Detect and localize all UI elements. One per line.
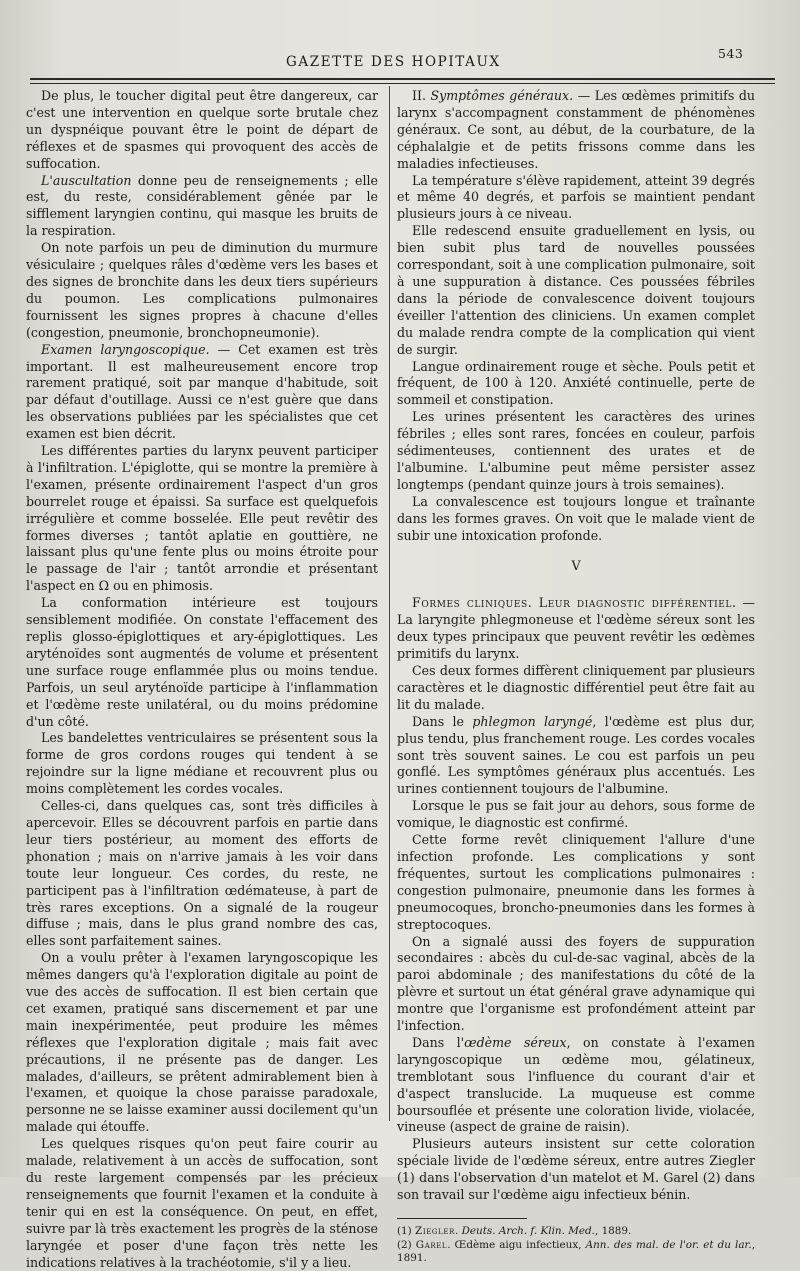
paragraph: On a voulu prêter à l'examen laryngoscopique les mêmes dangers qu'à l'exploration digitale au point de vue des accès de suffocation. Il est bien certain que cet examen, pratiqué sans discernement et par une main inexpérimentée, peut produire les mêmes réflexes que l'exploration digitale ; mais fait avec précautions, il ne présente pas de danger. Les malades, d'ailleurs, se prêtent admirablement bien à l'examen, et quoique la chose paraisse paradoxale, personne ne se laisse examiner aussi docilement qu'un malade qui étouffe. bbox=[26, 950, 378, 1135]
header-rule-thin bbox=[30, 83, 775, 84]
paragraph: La température s'élève rapidement, atteint 39 degrés et même 40 degrés, et parfois se maintient pendant plusieurs jours à ce niveau. bbox=[397, 172, 755, 222]
paragraph: On note parfois un peu de diminution du murmure vésiculaire ; quelques râles d'œdème vers les bases et des signes de bronchite dans les deux tiers supérieurs du poumon. Les complications pulmonaires fournissent les signes propres à chacune d'elles (congestion, pneumonie, bronchopneumonie). bbox=[26, 240, 378, 340]
paragraph: Elle redescend ensuite graduellement en lysis, ou bien subit plus tard de nouvelles poussées correspondant, soit à une complication pulmonaire, soit à une suppuration à distance. Ces poussées fébriles dans la période de convalescence doivent toujours éveiller l'attention des cliniciens. Un examen complet du malade rendra compte de la complication qui vient de surgir. bbox=[397, 223, 755, 357]
paragraph-text: , l'œdème est plus dur, plus tendu, plus franchement rouge. Les cordes vocales sont très souvent saines. Le cou est parfois un peu gonflé. Les symptômes généraux plus accentués. Les urines contiennent toujours de l'albumine. bbox=[397, 713, 756, 797]
subheading: L'auscultation bbox=[41, 172, 132, 188]
footnote-author: Garel bbox=[415, 1238, 448, 1251]
paragraph bbox=[397, 1035, 755, 1136]
subheading: Examen laryngoscopique. bbox=[41, 341, 210, 357]
footnote-number: (2) bbox=[397, 1238, 416, 1251]
emphasis: œdème séreux bbox=[464, 1034, 567, 1050]
subheading: Symptômes généraux. bbox=[430, 88, 574, 103]
footnote-author: Ziegler bbox=[415, 1225, 455, 1237]
paragraph: La convalescence est toujours longue et traînante dans les formes graves. On voit que le malade vient de subir une intoxication profonde. bbox=[397, 493, 755, 543]
section-label: II. bbox=[412, 88, 431, 103]
paragraph bbox=[397, 595, 755, 663]
journal-title: GAZETTE DES HOPITAUX bbox=[286, 54, 501, 70]
paragraph: On a signalé aussi des foyers de suppuration secondaires : abcès du cul-de-sac vaginal, abcès de la paroi abdominale ; des manifestations du côté de la plèvre et surtout un état général grave adynamique qui montre que l'organisme est profondément atteint par l'infection. bbox=[397, 933, 755, 1034]
right-column bbox=[397, 88, 755, 1266]
header-rule bbox=[30, 78, 775, 80]
page-number: 543 bbox=[718, 46, 744, 61]
paragraph-text: — La laryngite phlegmoneuse et l'œdème séreux sont les deux types principaux que peuvent revêtir les œdèmes primitifs du larynx. bbox=[397, 595, 755, 662]
paragraph bbox=[397, 88, 755, 173]
page-header bbox=[0, 42, 800, 72]
footnote-number: (1) bbox=[397, 1225, 416, 1237]
paragraph: La conformation intérieure est toujours sensiblement modifiée. On constate l'effacement des replis glosso-épiglottiques et ary-épiglottiques. Les aryténoïdes sont augmentés de volume et présentent une surface rouge enflammée plus ou moins tendue. Parfois, un seul aryténoïde participe à l'inflammation et l'œdème reste unilatéral, ou du moins prédomine d'un côté. bbox=[26, 595, 378, 729]
paragraph-text: — Cet examen est très important. Il est malheureusement encore trop rarement pratiqué, soit par manque d'habitude, soit par défaut d'outillage. Aussi ce n'est guère que dans les observations publiées par les spécialistes que cet examen est bien décrit. bbox=[26, 341, 378, 442]
paragraph: Les quelques risques qu'on peut faire courir au malade, relativement à un accès de suffocation, sont du reste largement compensés par les précieux renseignements que fournit l'examen et la conduite à tenir qui en est la conséquence. On peut, en effet, suivre par là très exactement les progrès de la sténose laryngée et poser d'une façon très nette les indications relatives à la trachéotomie, s'il y a lieu. bbox=[26, 1136, 378, 1270]
paragraph: Les urines présentent les caractères des urines fébriles ; elles sont rares, foncées en couleur, parfois sédimenteuses, contiennent des urates et de l'albumine. L'albumine peut même persister assez longtemps (pendant quinze jours à trois semaines). bbox=[397, 409, 755, 492]
paragraph: Langue ordinairement rouge et sèche. Pouls petit et fréquent, de 100 à 120. Anxiété continuelle, perte de sommeil et constipation. bbox=[397, 358, 755, 408]
footnote-text: , 1891. bbox=[397, 1238, 756, 1264]
column-divider bbox=[389, 86, 390, 1121]
paragraph-text: — Les œdèmes primitifs du larynx s'accompagnent constamment de phénomènes généraux. Ce sont, au début, de la courbature, de la céphalalgie et de petits frissons comme dans les maladies infectieuses. bbox=[397, 88, 755, 171]
footnote-rule bbox=[397, 1218, 527, 1219]
paragraph-text: Dans l' bbox=[412, 1034, 465, 1050]
section-heading: Formes cliniques. Leur diagnostic différentiel. bbox=[412, 595, 737, 611]
paragraph: Ces deux formes diffèrent cliniquement par plusieurs caractères et le diagnostic différentiel peut être fait au lit du malade. bbox=[397, 663, 755, 712]
emphasis: phlegmon laryngé bbox=[472, 713, 593, 729]
section-numeral: V bbox=[571, 558, 581, 574]
left-column bbox=[26, 88, 378, 1271]
footnote-source: Ann. des mal. de l'or. et du lar. bbox=[585, 1238, 752, 1251]
paragraph: Cette forme revêt cliniquement l'allure d'une infection profonde. Les complications y sont fréquentes, surtout les complications pulmonaires : congestion pulmonaire, pneumonie dans les formes à pneumocoques, broncho-pneumonies dans les formes à streptocoques. bbox=[397, 832, 755, 932]
paragraph: Plusieurs auteurs insistent sur cette coloration spéciale livide de l'œdème séreux, entre autres Ziegler (1) dans l'observation d'un matelot et M. Garel (2) dans son travail sur l'œdème aigu infectieux bénin. bbox=[397, 1136, 755, 1203]
paragraph bbox=[26, 342, 378, 443]
paragraph: Les bandelettes ventriculaires se présentent sous la forme de gros cordons rouges qui tendent à se rejoindre sur la ligne médiane et recouvrent plus ou moins complètement les cordes vocales. bbox=[26, 730, 378, 797]
paragraph bbox=[26, 173, 378, 241]
paragraph: De plus, le toucher digital peut être dangereux, car c'est une intervention en quelque sorte brutale chez un dyspnéique pouvant être le point de départ de réflexes et de spasmes qui provoquent des accès de suffocation. bbox=[26, 88, 378, 171]
paragraph-text: donne peu de renseignements ; elle est, du reste, considérablement gênée par le sifflement laryngien continu, qui masque les bruits de la respiration. bbox=[26, 172, 378, 239]
footnote: (1) Ziegler. Deuts. Arch. f. Klin. Med., 1889. bbox=[397, 1225, 632, 1237]
paragraph-text: Dans le bbox=[412, 713, 473, 729]
footnote-text: , 1889. bbox=[594, 1225, 632, 1237]
paragraph bbox=[397, 714, 755, 799]
footnote-text: . Œdème aigu infectieux, bbox=[447, 1238, 586, 1251]
paragraph: Les différentes parties du larynx peuvent participer à l'infiltration. L'épiglotte, qui se montre la première à l'examen, présente ordinairement l'aspect d'un gros bourrelet rouge et épaissi. Sa surface est quelquefois irrégulière et comme bosselée. Elle peut revêtir des formes diverses ; tantôt aplatie en gouttière, ne laissant plus qu'une fente plus ou moins étroite pour le passage de l'air ; tantôt arrondie et présentant l'aspect en Ω ou en phimosis. bbox=[26, 443, 378, 594]
paragraph: Celles-ci, dans quelques cas, sont très difficiles à apercevoir. Elles se découvrent parfois en partie dans leur tiers postérieur, au moment des efforts de phonation ; mais on n'arrive jamais à les voir dans toute leur longueur. Ces cordes, du reste, ne participent pas à l'infiltration œdémateuse, à part de très rares exceptions. On a signalé de la rougeur diffuse ; mais, dans le plus grand nombre des cas, elles sont parfaitement saines. bbox=[26, 798, 378, 949]
paragraph: Lorsque le pus se fait jour au dehors, sous forme de vomique, le diagnostic est confirmé. bbox=[397, 798, 755, 831]
footnote-source: Deuts. Arch. f. Klin. Med. bbox=[461, 1225, 595, 1237]
footnote bbox=[397, 1239, 755, 1266]
paragraph-text: , on constate à l'examen laryngoscopique un œdème mou, gélatineux, tremblotant sous l'influence du courant d'air et d'aspect translucide. La muqueuse est comme boursouflée et présente une coloration livide, violacée, vineuse (aspect de graine de raisin). bbox=[397, 1034, 755, 1135]
